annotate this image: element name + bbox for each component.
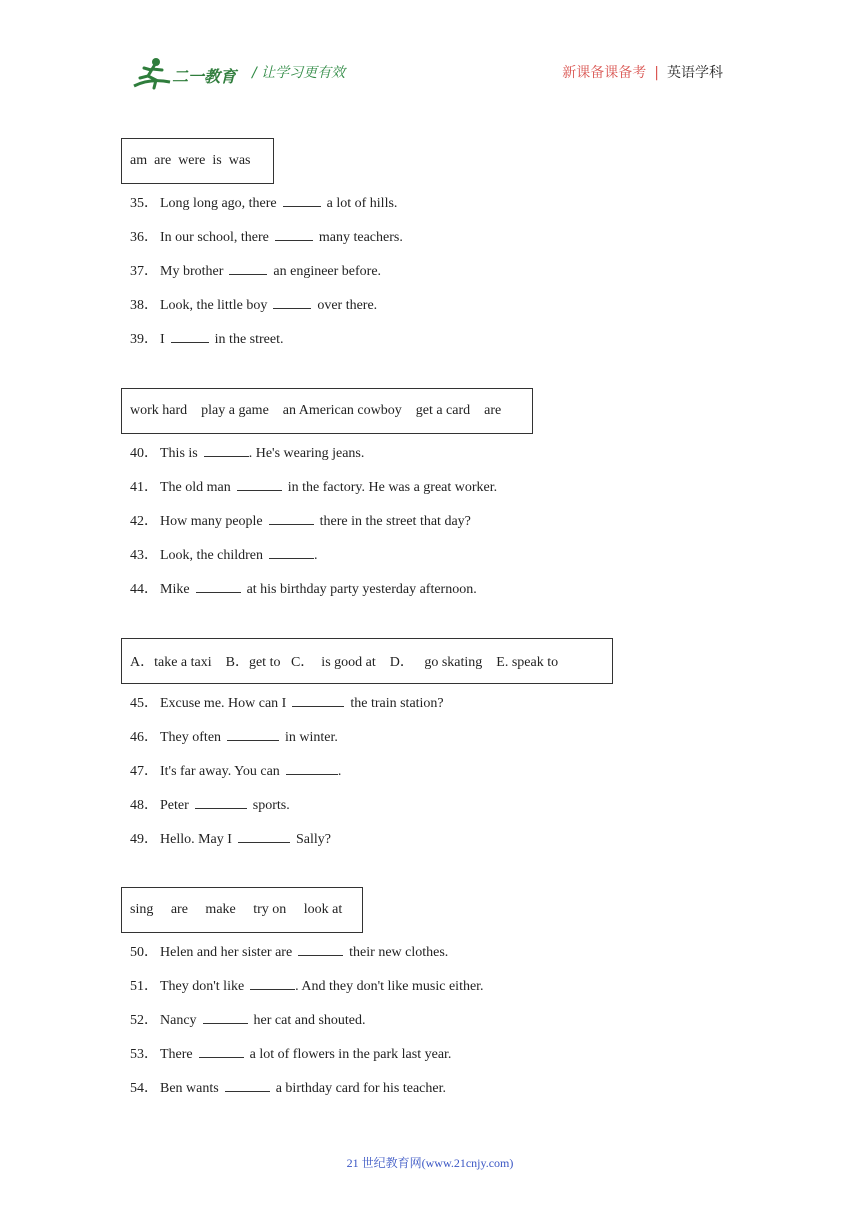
question-number: 38．	[130, 298, 158, 313]
question-item	[130, 262, 381, 281]
question-text: Peter	[160, 798, 189, 813]
answer-blank[interactable]	[196, 580, 241, 593]
question-item	[130, 194, 397, 213]
question-text: at his birthday party yesterday afternoon.	[246, 582, 477, 597]
question-text: My brother	[160, 264, 224, 279]
question-number: 46．	[130, 730, 158, 745]
answer-blank[interactable]	[204, 444, 249, 457]
question-text: in the street.	[214, 332, 284, 347]
page-footer: 21 世纪教育网(www.21cnjy.com)	[346, 1156, 514, 1170]
question-item	[130, 478, 497, 497]
question-number: 48．	[130, 798, 158, 813]
answer-blank[interactable]	[286, 762, 338, 775]
question-text: They often	[160, 730, 222, 745]
question-text: . And they don't like music either.	[295, 979, 484, 994]
question-item	[130, 512, 471, 531]
question-text: a birthday card for his teacher.	[275, 1081, 446, 1096]
question-text: many teachers.	[318, 230, 403, 245]
question-number: 44．	[130, 582, 158, 597]
answer-blank[interactable]	[275, 228, 313, 241]
question-item	[130, 1045, 451, 1064]
answer-blank[interactable]	[227, 728, 279, 741]
question-text: .	[314, 548, 318, 563]
question-item	[130, 977, 484, 996]
answer-blank[interactable]	[238, 830, 290, 843]
question-text: in the factory. He was a great worker.	[287, 480, 498, 495]
answer-blank[interactable]	[269, 546, 314, 559]
answer-blank[interactable]	[237, 478, 282, 491]
question-text: Sally?	[295, 832, 331, 847]
word-bank-box: am are were is was	[121, 138, 274, 184]
question-number: 40．	[130, 446, 158, 461]
question-item	[130, 444, 364, 463]
question-text: They don't like	[160, 979, 245, 994]
question-number: 53．	[130, 1047, 158, 1062]
question-item	[130, 762, 341, 781]
answer-blank[interactable]	[269, 512, 314, 525]
header-separator: |	[654, 65, 659, 81]
question-text: a lot of flowers in the park last year.	[249, 1047, 452, 1062]
question-text: a lot of hills.	[326, 196, 398, 211]
question-text: It's far away. You can	[160, 764, 280, 779]
question-item	[130, 694, 444, 713]
question-text: Helen and her sister are	[160, 945, 293, 960]
question-number: 50．	[130, 945, 158, 960]
question-text: Hello. May I	[160, 832, 232, 847]
question-number: 51．	[130, 979, 158, 994]
question-item	[130, 296, 377, 315]
question-item	[130, 580, 477, 599]
question-number: 42．	[130, 514, 158, 529]
answer-blank[interactable]	[199, 1045, 244, 1058]
question-text: Nancy	[160, 1013, 197, 1028]
question-text: There	[160, 1047, 193, 1062]
answer-blank[interactable]	[273, 296, 311, 309]
question-text: . He's wearing jeans.	[248, 446, 365, 461]
question-text: Ben wants	[160, 1081, 219, 1096]
header-course-label: 新课备课备考	[562, 65, 647, 81]
question-text: How many people	[160, 514, 263, 529]
question-text: Look, the little boy	[160, 298, 268, 313]
question-item	[130, 728, 338, 747]
question-text: sports.	[252, 798, 290, 813]
question-number: 36．	[130, 230, 158, 245]
question-item	[130, 796, 290, 815]
question-item	[130, 943, 448, 962]
answer-blank[interactable]	[171, 330, 209, 343]
question-item	[130, 830, 331, 849]
question-text: This is	[160, 446, 198, 461]
question-text: Mike	[160, 582, 190, 597]
answer-blank[interactable]	[292, 694, 344, 707]
answer-blank[interactable]	[250, 977, 295, 990]
question-text: In our school, there	[160, 230, 269, 245]
answer-blank[interactable]	[225, 1079, 270, 1092]
header-subject	[562, 62, 723, 82]
answer-blank[interactable]	[203, 1011, 248, 1024]
word-bank-box: work hard play a game an American cowboy get a card are	[121, 388, 533, 434]
word-bank-box: sing are make try on look at	[121, 887, 363, 933]
question-text: over there.	[317, 298, 378, 313]
question-item	[130, 228, 403, 247]
page-header	[0, 0, 860, 100]
question-number: 35．	[130, 196, 158, 211]
question-item	[130, 1079, 446, 1098]
answer-blank[interactable]	[195, 796, 247, 809]
question-text: Excuse me. How can I	[160, 696, 287, 711]
question-number: 43．	[130, 548, 158, 563]
question-text: her cat and shouted.	[253, 1013, 366, 1028]
slogan: / 让学习更有效	[252, 65, 346, 81]
question-number: 49．	[130, 832, 158, 847]
question-number: 47．	[130, 764, 158, 779]
answer-blank[interactable]	[229, 262, 267, 275]
answer-blank[interactable]	[298, 943, 343, 956]
question-number: 37．	[130, 264, 158, 279]
question-text: their new clothes.	[349, 945, 449, 960]
question-item	[130, 330, 283, 349]
question-text: Long long ago, there	[160, 196, 277, 211]
question-text: I	[160, 332, 165, 347]
question-text: The old man	[160, 480, 231, 495]
question-item	[130, 546, 318, 565]
question-text: in winter.	[285, 730, 338, 745]
question-number: 41．	[130, 480, 158, 495]
logo-text: 二一教育	[172, 67, 237, 86]
question-number: 54．	[130, 1081, 158, 1096]
question-text: Look, the children	[160, 548, 264, 563]
answer-blank[interactable]	[283, 194, 321, 207]
question-text: an engineer before.	[273, 264, 382, 279]
question-item	[130, 1011, 366, 1030]
question-text: the train station?	[350, 696, 444, 711]
question-number: 45．	[130, 696, 158, 711]
question-text: .	[337, 764, 342, 779]
question-text: there in the street that day?	[319, 514, 471, 529]
question-number: 52．	[130, 1013, 158, 1028]
word-bank-box: A．take a taxi B．get to C． is good at D． go skating E. speak to	[121, 638, 613, 684]
header-subject-label: 英语学科	[667, 65, 723, 81]
question-number: 39．	[130, 332, 158, 347]
